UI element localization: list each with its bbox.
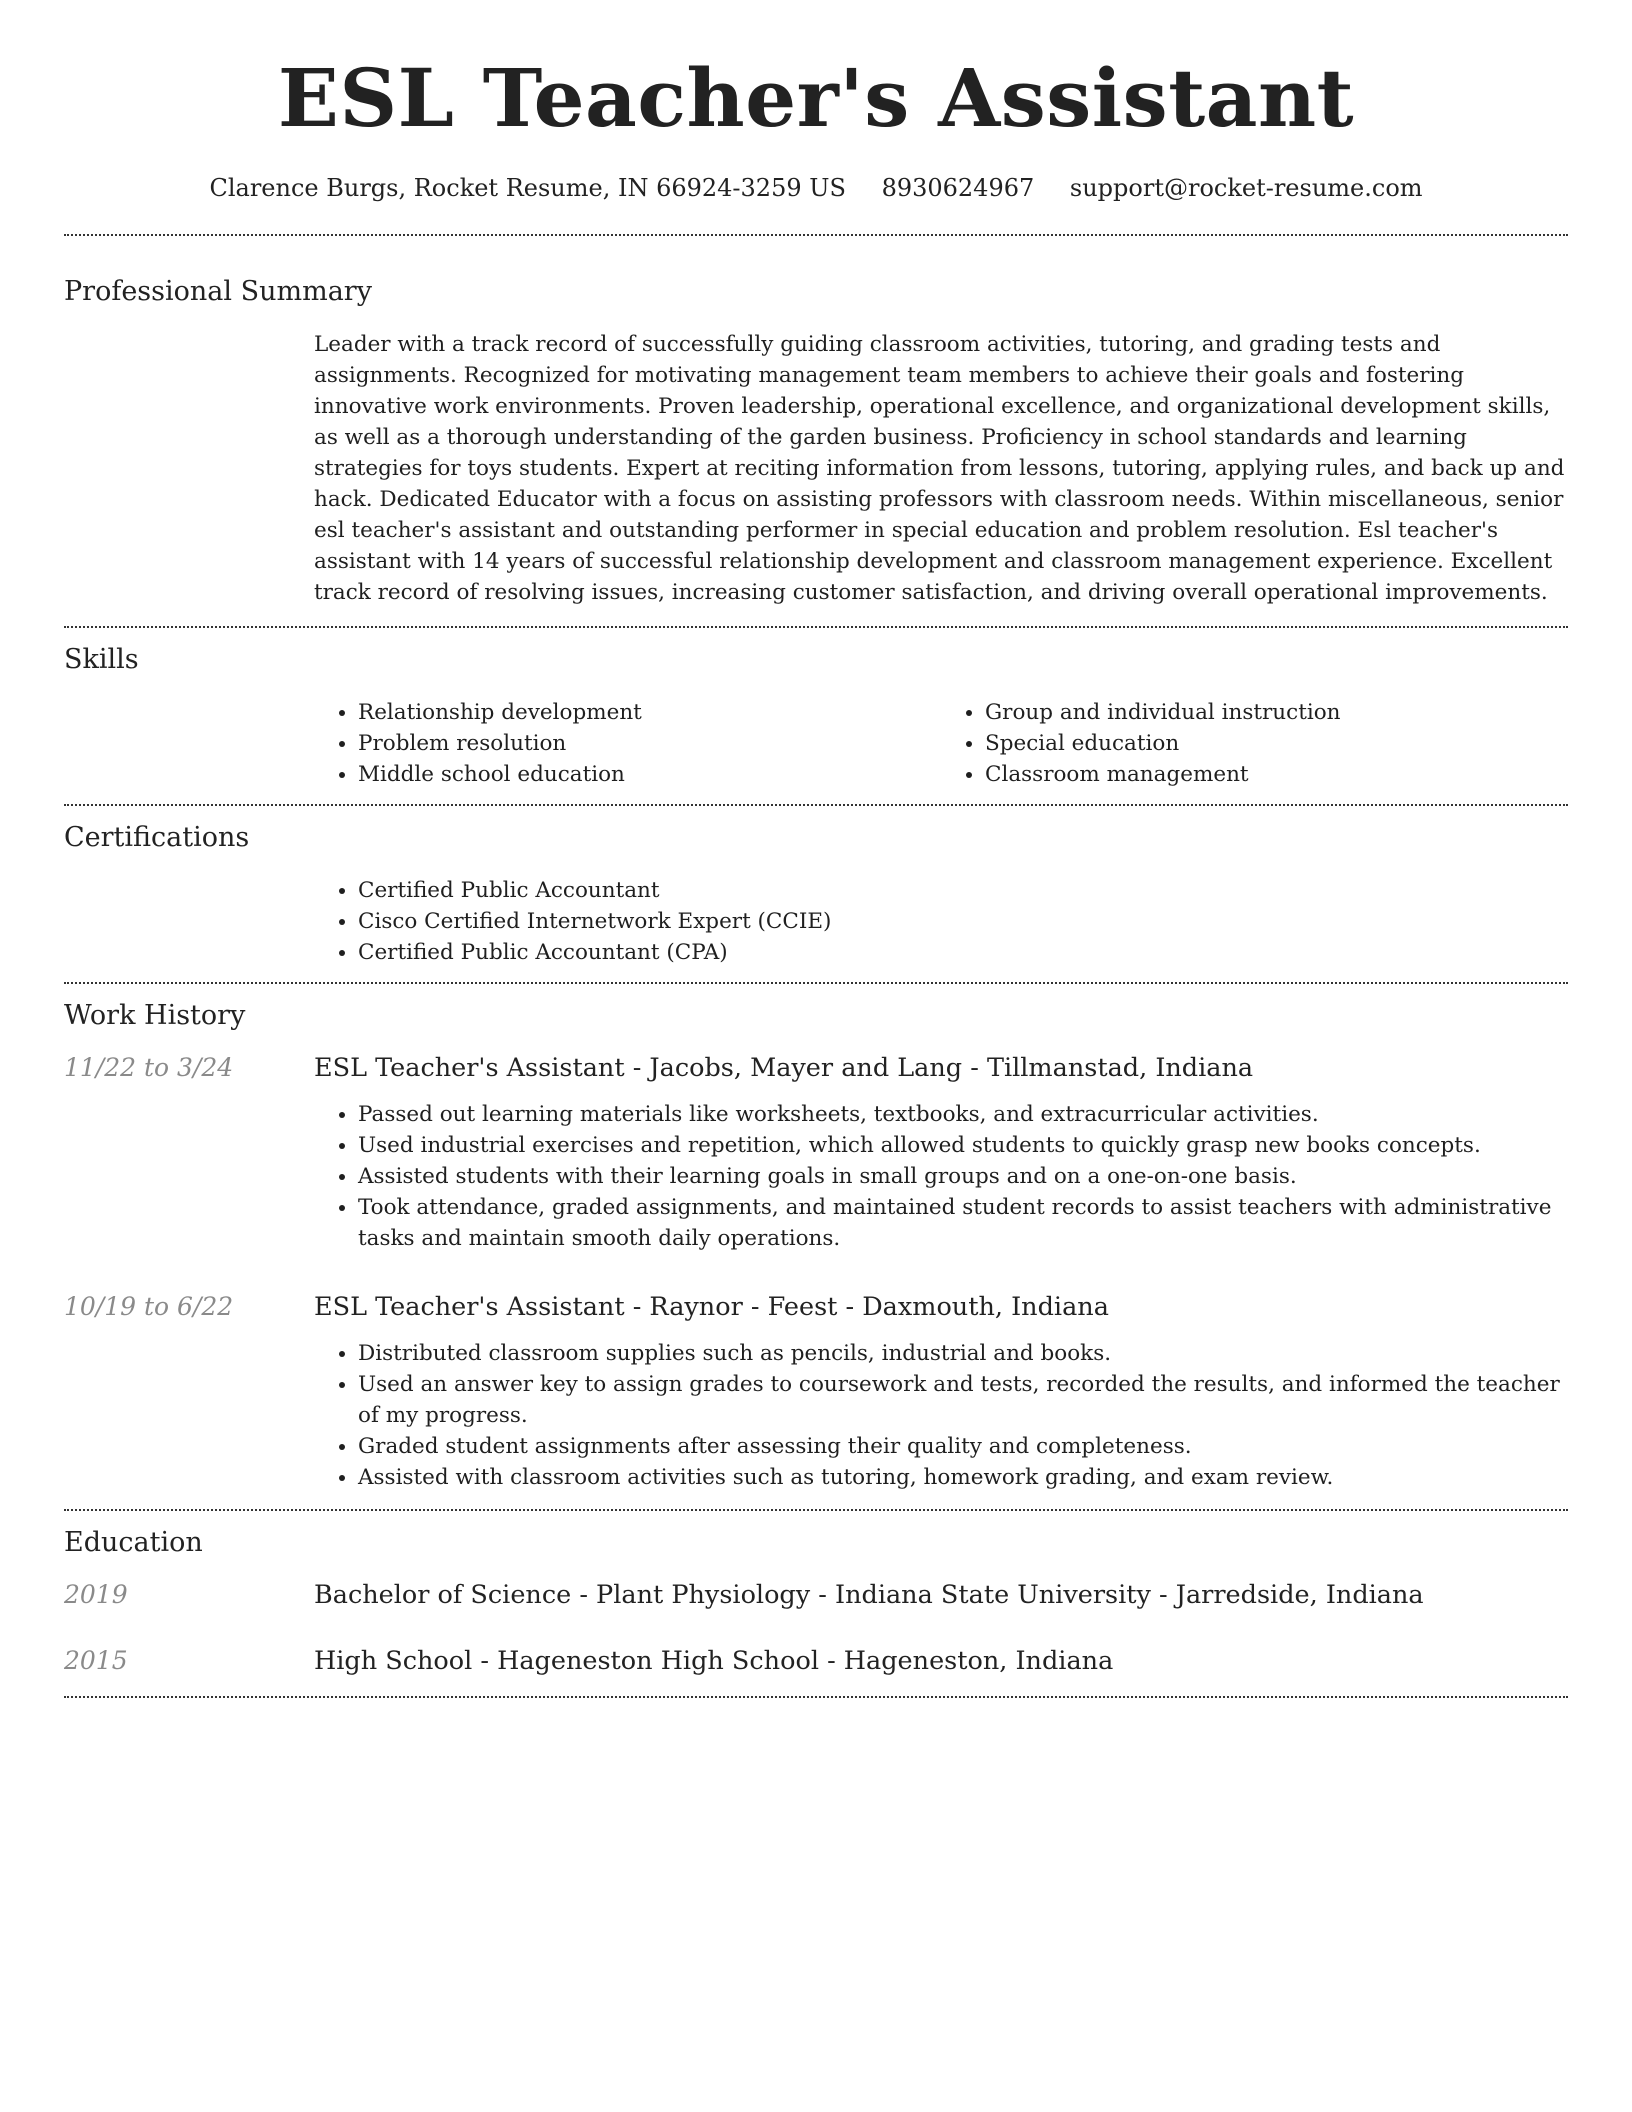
skill-item: • Special education — [985, 728, 1568, 759]
job-bullet: • Graded student assignments after assessing their quality and completeness. — [358, 1431, 1568, 1462]
skill-item: • Classroom management — [985, 759, 1568, 790]
job-bullets — [314, 1338, 1568, 1493]
education-heading: Bachelor of Science - Plant Physiology - Indiana State University - Jarredside, Indiana — [314, 1580, 1424, 1610]
job-bullet: • Distributed classroom supplies such as pencils, industrial and books. — [358, 1338, 1568, 1369]
section-work-history — [64, 984, 1568, 1509]
job-heading: ESL Teacher's Assistant - Jacobs, Mayer and Lang - Tillmanstad, Indiana — [314, 1053, 1254, 1083]
certifications-list — [314, 875, 1568, 968]
skills-list-right — [941, 697, 1568, 790]
skill-item: • Relationship development — [358, 697, 941, 728]
contact-line — [64, 174, 1568, 202]
education-entry — [64, 1578, 1568, 1612]
contact-address: Clarence Burgs, Rocket Resume, IN 66924-3259 US — [209, 174, 846, 202]
skills-grid — [314, 697, 1568, 790]
section-summary — [64, 236, 1568, 608]
job-bullet: • Assisted with classroom activities such as tutoring, homework grading, and exam review. — [358, 1462, 1568, 1493]
job-entry — [64, 1051, 1568, 1254]
section-title-skills: Skills — [64, 644, 139, 675]
certification-item: • Certified Public Accountant — [358, 875, 1568, 906]
skill-item: • Problem resolution — [358, 728, 941, 759]
education-date: 2019 — [64, 1580, 128, 1609]
job-bullet: • Assisted students with their learning goals in small groups and on a one-on-one basis. — [358, 1161, 1568, 1192]
job-bullet: • Used an answer key to assign grades to coursework and tests, recorded the results, and informed the teacher of my progress. — [358, 1369, 1568, 1431]
summary-text: Leader with a track record of successfully guiding classroom activities, tutoring, and grading tests and assignments. Recognized for motivating management team members to achieve their goals and fostering innovative work environments. Proven leadership, operational excellence, and organizational development skills, as well as a thorough understanding of the garden business. Proficiency in school standards and learning strategies for toys students. Expert at reciting information from lessons, tutoring, applying rules, and back up and hack. Dedicated Educator with a focus on assisting professors with classroom needs. Within miscellaneous, senior esl teacher's assistant and outstanding performer in special education and problem resolution. Esl teacher's assistant with 14 years of successful relationship development and classroom management experience. Excellent track record of resolving issues, increasing customer satisfaction, and driving overall operational improvements. — [314, 332, 1565, 605]
section-title-certifications: Certifications — [64, 822, 250, 853]
certification-item: • Cisco Certified Internetwork Expert (CCIE) — [358, 906, 1568, 937]
skill-item: • Middle school education — [358, 759, 941, 790]
skill-item: • Group and individual instruction — [985, 697, 1568, 728]
divider — [64, 1696, 1568, 1698]
section-title-work: Work History — [64, 1000, 246, 1031]
job-bullet: • Took attendance, graded assignments, and maintained student records to assist teachers with administrative tasks and maintain smooth daily operations. — [358, 1192, 1568, 1254]
certification-item: • Certified Public Accountant (CPA) — [358, 937, 1568, 968]
job-bullet: • Passed out learning materials like worksheets, textbooks, and extracurricular activities. — [358, 1099, 1568, 1130]
contact-phone: 8930624967 — [881, 174, 1035, 202]
skills-list-left — [314, 697, 941, 790]
section-title-education: Education — [64, 1527, 203, 1558]
education-entry — [64, 1644, 1568, 1678]
job-dates: 11/22 to 3/24 — [64, 1053, 234, 1082]
section-title-summary: Professional Summary — [64, 276, 372, 307]
job-heading: ESL Teacher's Assistant - Raynor - Feest - Daxmouth, Indiana — [314, 1292, 1109, 1322]
section-certifications — [64, 806, 1568, 968]
job-bullets — [314, 1099, 1568, 1254]
resume-title: ESL Teacher's Assistant — [277, 51, 1355, 145]
education-date: 2015 — [64, 1646, 128, 1675]
section-skills — [64, 628, 1568, 790]
job-dates: 10/19 to 6/22 — [64, 1292, 234, 1321]
section-education — [64, 1511, 1568, 1696]
job-bullet: • Used industrial exercises and repetition, which allowed students to quickly grasp new books concepts. — [358, 1130, 1568, 1161]
contact-email: support@rocket-resume.com — [1069, 174, 1423, 202]
education-heading: High School - Hageneston High School - Hageneston, Indiana — [314, 1646, 1114, 1676]
job-entry — [64, 1290, 1568, 1493]
